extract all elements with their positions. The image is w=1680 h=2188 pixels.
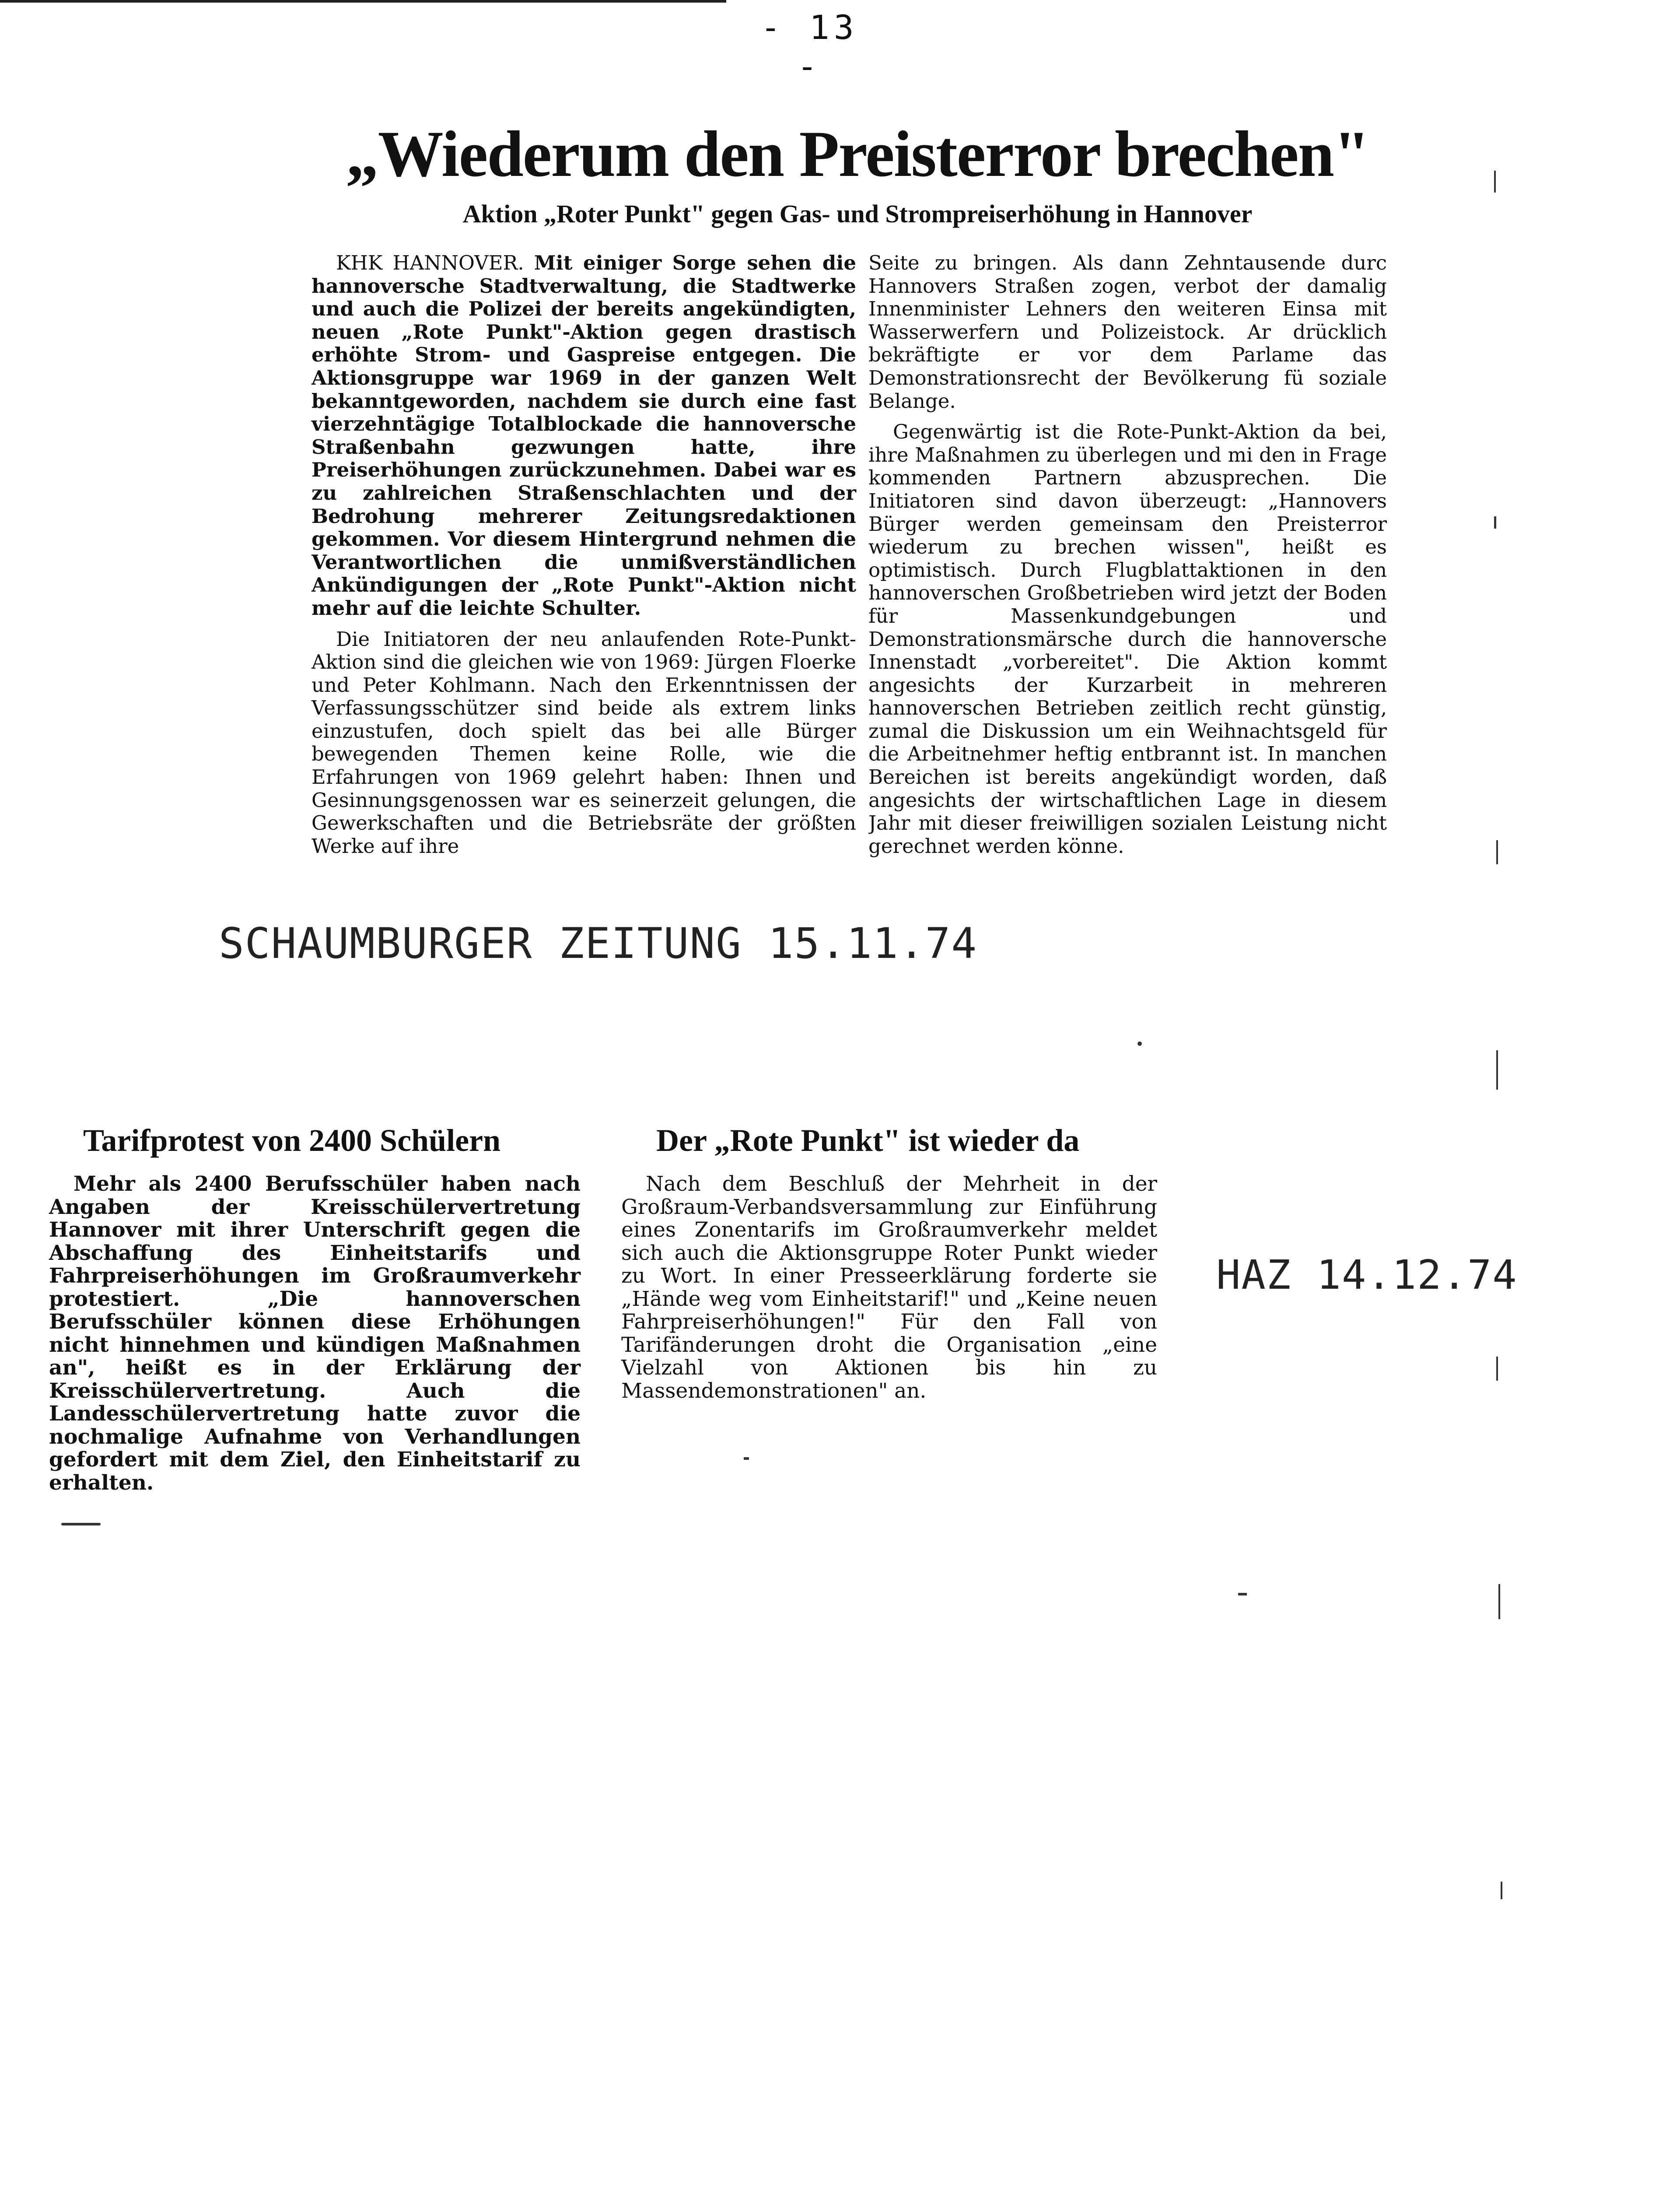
lead-text: Mit einiger Sorge sehen die hannoversche Stadtverwaltung, die Stadtwerke und auch die Polizei der bereits angekündigten, neuen „Rote Punkt"-Aktion gegen drastisch erhöhte Strom- und Gaspreise entgegen. Die Aktionsgruppe war 1969 in der ganzen Welt bekanntgeworden, nachdem sie durch eine fast vierzehntägige Totalblockade die hannoversche Straßenbahn gezwungen hatte, ihre Preiserhöhungen zurückzunehmen. Dabei war es zu zahlreichen Straßenschlachten und der Bedrohung mehrerer Zeitungsredaktionen gekommen. Vor diesem Hintergrund nehmen die Verantwortlichen die unmißverständlichen Ankündigungen der „Rote Punkt"-Aktion nicht mehr auf die leichte Schulter.: [312, 251, 856, 620]
source-stamp-schaumburger: SCHAUMBURGER ZEITUNG 15.11.74: [219, 919, 978, 968]
source-stamp-haz: HAZ 14.12.74: [1216, 1252, 1518, 1298]
scan-mark: [1238, 1593, 1247, 1595]
scan-mark: [1494, 516, 1496, 529]
lead-paragraph: [312, 252, 856, 620]
article-column-left: [312, 252, 856, 858]
scan-mark: [1496, 1357, 1498, 1381]
scan-mark: [1496, 840, 1498, 864]
page-number: - 13 -: [760, 8, 858, 86]
article-column-right: [868, 252, 1387, 858]
article3-text: Nach dem Beschluß der Mehrheit in der Großraum-Verbandsversammlung zur Einführung eines Zonentarifs im Großraumverkehr meldet sich auch die Aktionsgruppe Roter Punkt wieder zu Wort. In einer Presseerklärung forderte sie „Hände weg vom Einheitstarif!" und „Keine neuen Fahrpreiserhöhungen!" Für den Fall von Tarifänderungen droht die Organisation „eine Vielzahl von Aktionen bis hin zu Massendemonstrationen" an.: [621, 1172, 1157, 1403]
top-rule: [0, 0, 726, 3]
article2-body: [49, 1173, 581, 1494]
article-headline: „Wiederum den Preisterror brechen": [346, 118, 1369, 190]
article2-text: Mehr als 2400 Berufsschüler haben nach Angaben der Kreisschülervertretung Hannover mit ihrer Unterschrift gegen die Abschaffung des Einheitstarifs und Fahrpreiserhöhungen im Großraumverkehr protestiert. „Die hannoverschen Berufsschüler können diese Erhöhungen nicht hinnehmen und kündigen Maßnahmen an", heißt es in der Erklärung der Kreisschülervertretung. Auch die Landesschülervertretung hatte zuvor die nochmalige Aufnahme von Verhandlungen gefordert mit dem Ziel, den Einheitstarif zu erhalten.: [49, 1172, 581, 1495]
article2-headline: Tarifprotest von 2400 Schülern: [83, 1123, 501, 1158]
scan-mark: [61, 1523, 101, 1525]
article-subheadline: Aktion „Roter Punkt" gegen Gas- und Strompreiserhöhung in Hannover: [462, 200, 1253, 228]
dateline: KHK HANNOVER.: [336, 251, 524, 274]
paragraph-3: Seite zu bringen. Als dann Zehntausende durc Hannovers Straßen zogen, verbot der damalig Innenminister Lehners den weiteren Einsa mit Wasserwerfern und Polizeistock. Ar drücklich bekräftigte er vor dem Parlame das Demonstrationsrecht der Bevölkerung fü soziale Belange.: [868, 252, 1387, 413]
scan-mark: [1494, 171, 1496, 193]
scan-mark: [744, 1457, 749, 1460]
paragraph-2: Die Initiatoren der neu anlaufenden Rote-Punkt-Aktion sind die gleichen wie von 1969: Jürgen Floerke und Peter Kohlmann. Nach den Erkenntnissen der Verfassungsschützer sind beide als extrem links einzustufen, doch spielt das bei alle Bürger bewegenden Themen keine Rolle, wie die Erfahrungen von 1969 gelehrt haben: Ihnen und Gesinnungsgenossen war es seinerzeit gelungen, die Gewerkschaften und die Betriebsräte der größten Werke auf ihre: [312, 627, 856, 858]
scan-mark: [1498, 1584, 1500, 1619]
scan-mark: [1501, 1882, 1502, 1899]
scan-mark: [1496, 1050, 1498, 1090]
article3-headline: Der „Rote Punkt" ist wieder da: [656, 1123, 1080, 1158]
scan-mark: [1138, 1041, 1142, 1046]
paragraph-4: Gegenwärtig ist die Rote-Punkt-Aktion da bei, ihre Maßnahmen zu überlegen und mi den in Frage kommenden Partnern abzusprechen. Die Initiatoren sind davon überzeugt: „Hannovers Bürger werden gemeinsam den Preisterror wiederum zu brechen wissen", heißt es optimistisch. Durch Flugblattaktionen in den hannoverschen Großbetrieben wird jetzt der Boden für Massenkundgebungen und Demonstrationsmärsche durch die hannoversche Innenstadt „vorbereitet". Die Aktion kommt angesichts der Kurzarbeit in mehreren hannoverschen Betrieben zeitlich recht günstig, zumal die Diskussion um ein Weihnachtsgeld für die Arbeitnehmer heftig entbrannt ist. In manchen Bereichen ist bereits angekündigt worden, daß angesichts der wirtschaftlichen Lage in diesem Jahr mit dieser freiwilligen sozialen Leistung nicht gerechnet werden könne.: [868, 420, 1387, 858]
article3-body: [621, 1173, 1157, 1403]
